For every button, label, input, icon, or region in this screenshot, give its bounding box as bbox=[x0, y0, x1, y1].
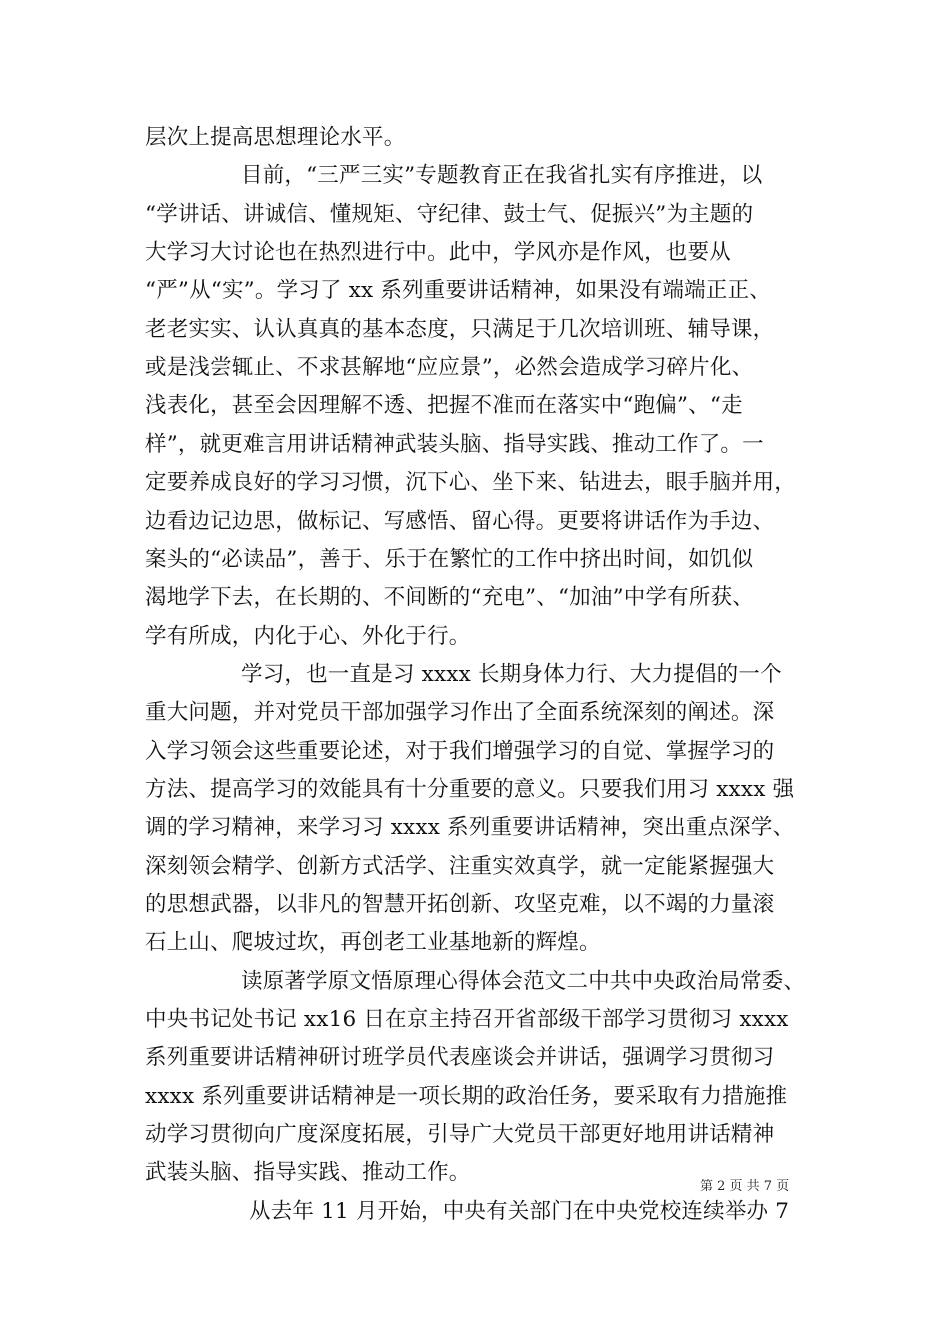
text-line: 系列重要讲话精神研讨班学员代表座谈会并讲话，强调学习贯彻习 bbox=[145, 1045, 775, 1070]
text-line: 动学习贯彻向广度深度拓展，引导广大党员干部更好地用讲话精神 bbox=[145, 1122, 775, 1147]
text-line: 学有所成，内化于心、外化于行。 bbox=[145, 624, 471, 649]
text-line: 中央书记处书记 xx16 日在京主持召开省部级干部学习贯彻习 xxxx bbox=[145, 1007, 789, 1032]
text-line: 渴地学下去，在长期的、不间断的“充电”、“加油”中学有所获、 bbox=[145, 585, 754, 610]
page-number-footer: 第 2 页 共 7 页 bbox=[700, 1179, 790, 1194]
paragraph-line: 从去年 11 月开始，中央有关部门在中央党校连续举办 7 bbox=[249, 1199, 790, 1224]
text-line: 石上山、爬坡过坎，再创老工业基地新的辉煌。 bbox=[145, 930, 601, 955]
text-line: “学讲话、讲诚信、懂规矩、守纪律、鼓士气、促振兴”为主题的 bbox=[145, 202, 754, 227]
text-line: 方法、提高学习的效能具有十分重要的意义。只要我们用习 xxxx 强 bbox=[145, 777, 795, 802]
text-line: xxxx 系列重要讲话精神是一项长期的政治任务，要采取有力措施推 bbox=[145, 1084, 788, 1109]
text-line: 案头的“必读品”，善于、乐于在繁忙的工作中挤出时间，如饥似 bbox=[145, 547, 754, 572]
text-line: 老老实实、认认真真的基本态度，只满足于几次培训班、辅导课， bbox=[145, 317, 775, 342]
text-line: “严”从“实”。学习了 xx 系列重要讲话精神，如果没有端端正正、 bbox=[145, 278, 771, 303]
paragraph-line: 目前，“三严三实”专题教育正在我省扎实有序推进，以 bbox=[241, 163, 763, 188]
text-line: 的思想武器，以非凡的智慧开拓创新、攻坚克难，以不竭的力量滚 bbox=[145, 892, 775, 917]
text-line: 层次上提高思想理论水平。 bbox=[145, 125, 406, 150]
text-line: 入学习领会这些重要论述，对于我们增强学习的自觉、掌握学习的 bbox=[145, 739, 775, 764]
text-line: 大学习大讨论也在热烈进行中。此中，学风亦是作风，也要从 bbox=[145, 240, 731, 265]
text-line: 或是浅尝辄止、不求甚解地“应应景”，必然会造成学习碎片化、 bbox=[145, 355, 754, 380]
text-line: 边看边记边思，做标记、写感悟、留心得。更要将讲话作为手边、 bbox=[145, 509, 775, 534]
paragraph-line: 学习，也一直是习 xxxx 长期身体力行、大力提倡的一个 bbox=[241, 662, 782, 687]
text-line: 重大问题，并对党员干部加强学习作出了全面系统深刻的阐述。深 bbox=[145, 700, 775, 725]
text-line: 浅表化，甚至会因理解不透、把握不准而在落实中“跑偏”、“走 bbox=[145, 393, 743, 418]
text-line: 深刻领会精学、创新方式活学、注重实效真学，就一定能紧握强大 bbox=[145, 854, 775, 879]
text-line: 调的学习精神，来学习习 xxxx 系列重要讲话精神，突出重点深学、 bbox=[145, 815, 795, 840]
text-line: 武装头脑、指导实践、推动工作。 bbox=[145, 1160, 471, 1185]
text-line: 定要养成良好的学习习惯，沉下心、坐下来、钻进去，眼手脑并用， bbox=[145, 470, 797, 495]
text-line: 样”，就更难言用讲话精神武装头脑、指导实践、推动工作了。一 bbox=[145, 432, 764, 457]
paragraph-line: 读原著学原文悟原理心得体会范文二中共中央政治局常委、 bbox=[241, 969, 806, 994]
